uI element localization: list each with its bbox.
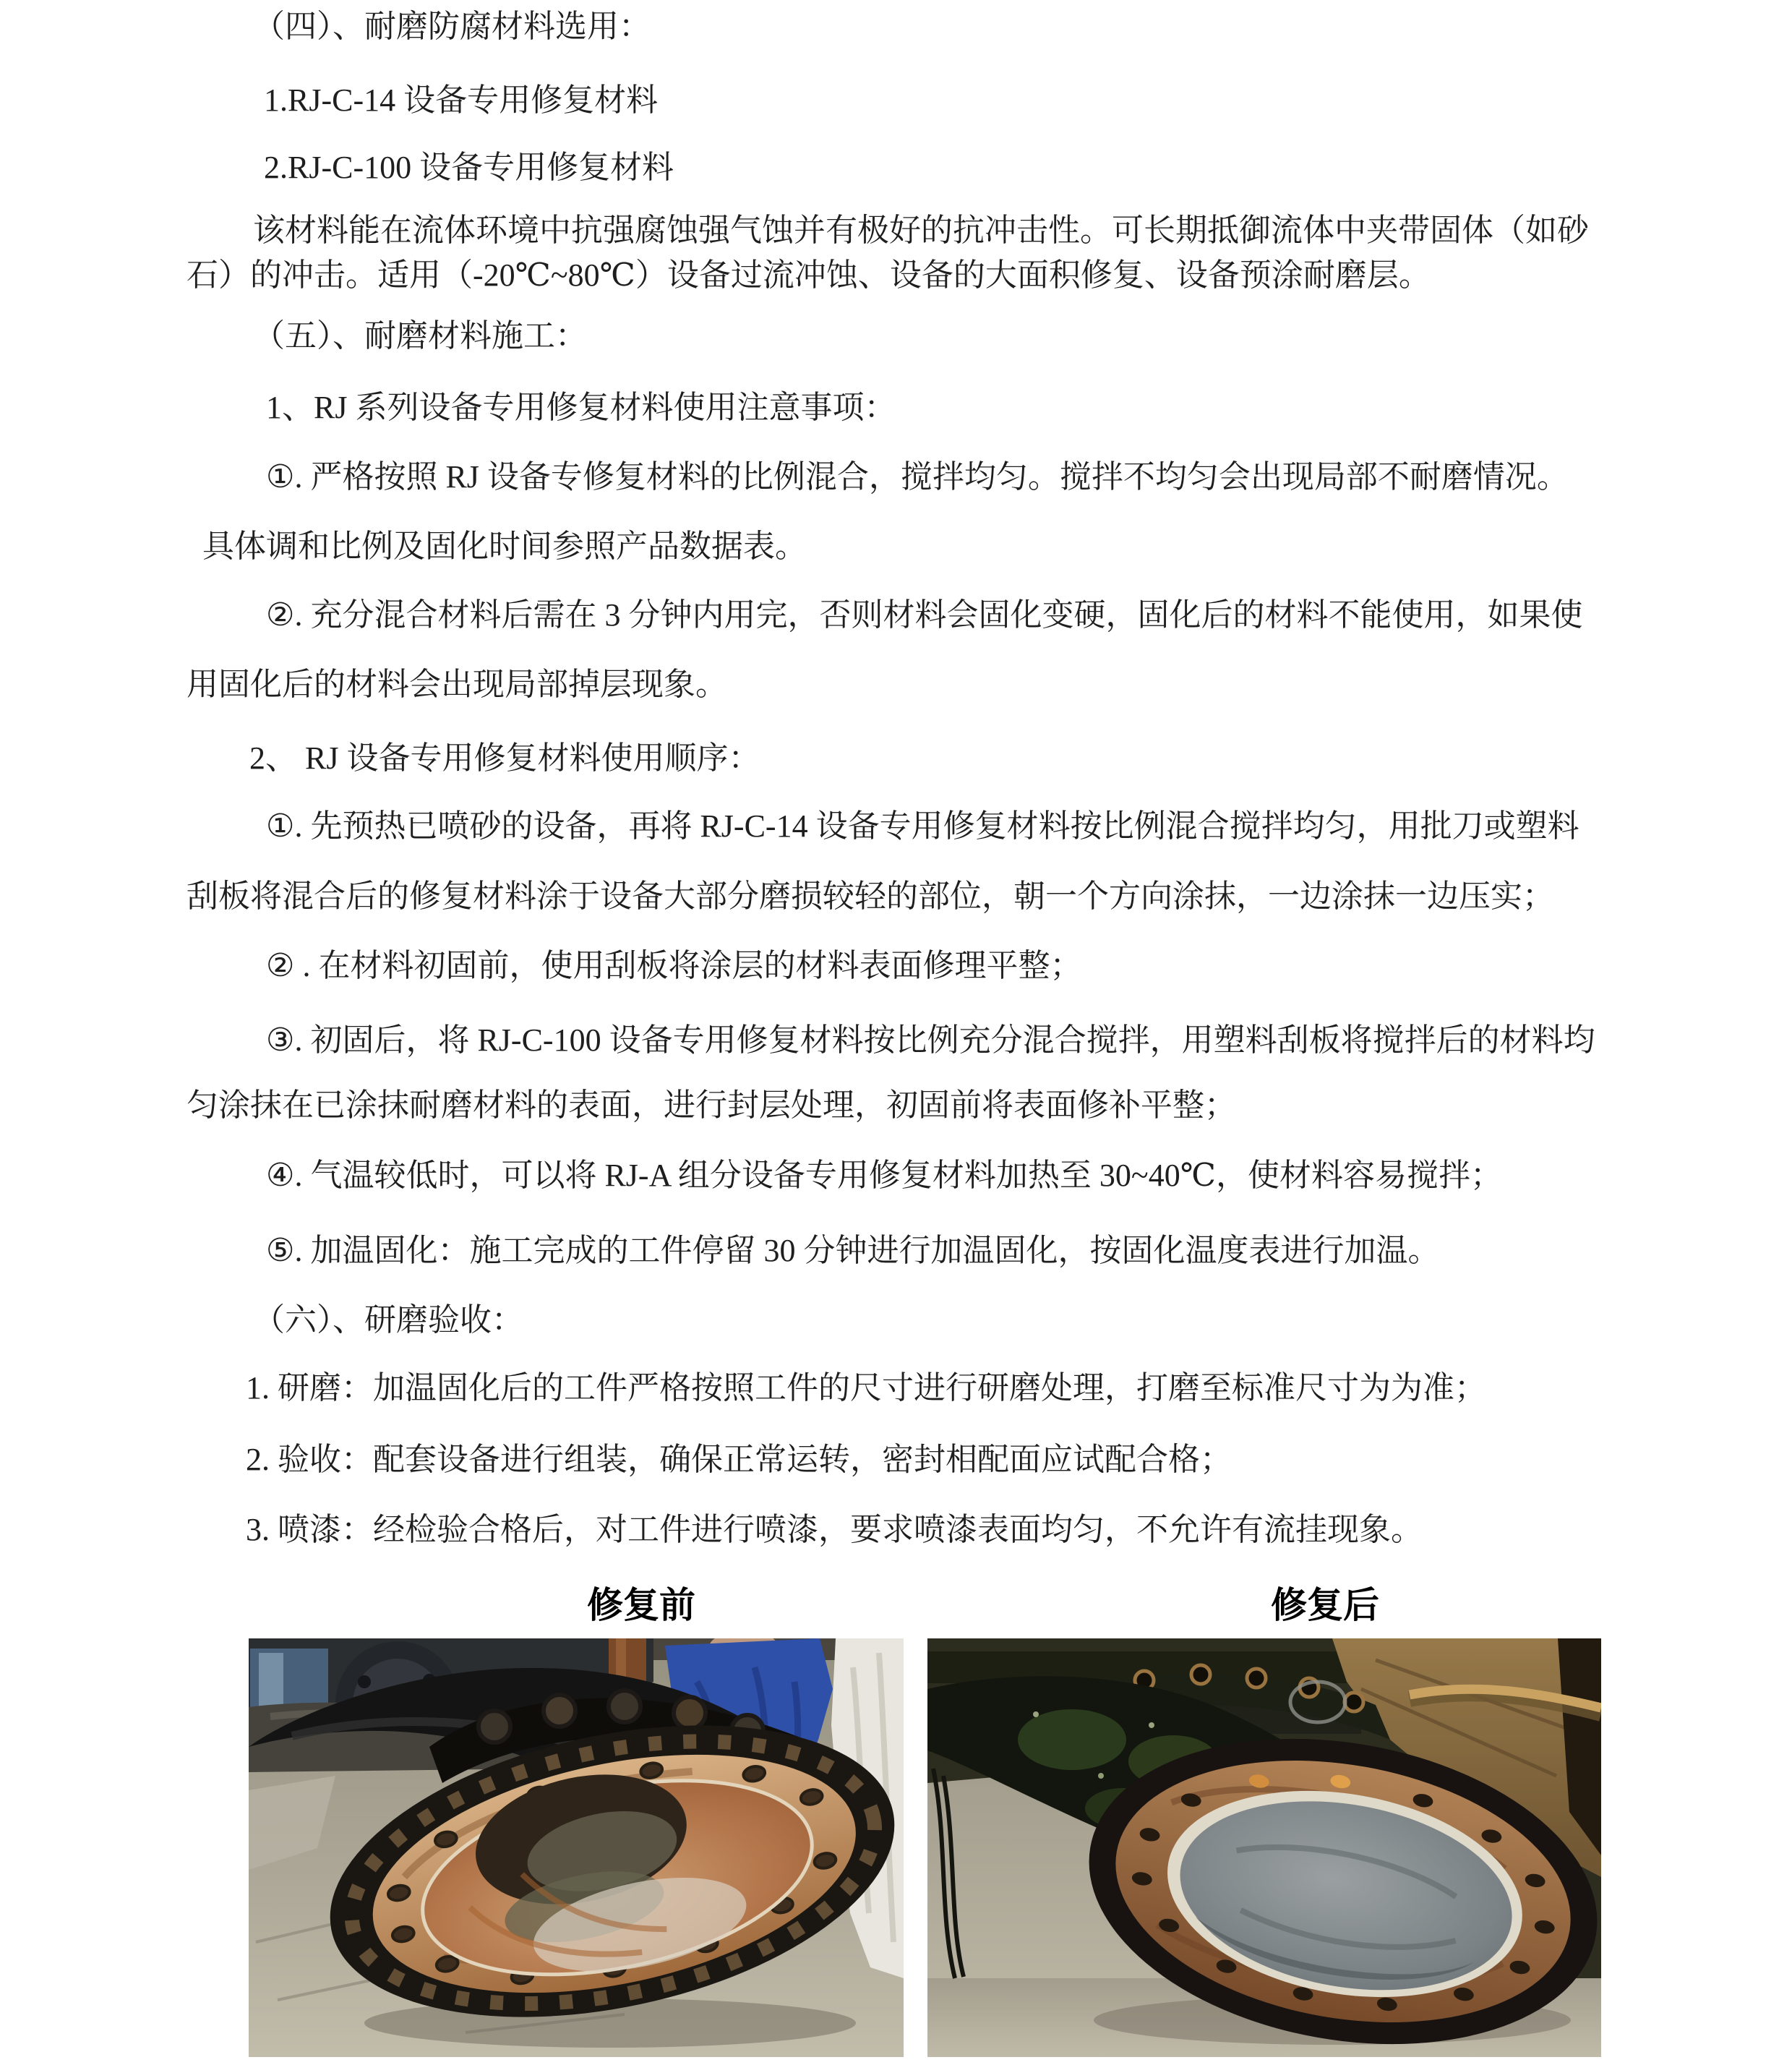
heading-section5: （五）、耐磨材料施工： bbox=[253, 318, 587, 354]
sequence-heading: 2、 RJ 设备专用修复材料使用顺序： bbox=[249, 740, 760, 776]
note1-line1: ①. 严格按照 RJ 设备专修复材料的比例混合，搅拌均匀。搅拌不均匀会出现局部不耐磨情况。 bbox=[266, 459, 1569, 495]
step2: ② . 在材料初固前，使用刮板将涂层的材料表面修理平整； bbox=[266, 948, 1082, 983]
photo-after-repair bbox=[927, 1638, 1601, 2057]
caption-after-repair: 修复后 bbox=[1271, 1585, 1379, 1625]
note2-line2: 用固化后的材料会出现局部掉层现象。 bbox=[187, 667, 727, 702]
photo-after-illustration bbox=[927, 1638, 1601, 2057]
moss-patch-1 bbox=[1018, 1709, 1126, 1770]
notes-heading: 1、RJ 系列设备专用修复材料使用注意事项： bbox=[266, 390, 896, 425]
step1-line2: 刮板将混合后的修复材料涂于设备大部分磨损较轻的部位，朝一个方向涂抹，一边涂抹一边压实； bbox=[187, 878, 1554, 914]
step3-line2: 匀涂抹在已涂抹耐磨材料的表面，进行封层处理，初固前将表面修补平整； bbox=[187, 1087, 1236, 1123]
step4: ④. 气温较低时，可以将 RJ-A 组分设备专用修复材料加热至 30~40℃，使材料容易搅拌； bbox=[266, 1158, 1502, 1193]
accept-paint: 3. 喷漆：经检验合格后，对工件进行喷漆，要求喷漆表面均匀，不允许有流挂现象。 bbox=[246, 1512, 1423, 1547]
item-rjc100: 2.RJ-C-100 设备专用修复材料 bbox=[264, 150, 674, 185]
para-material-line2: 石）的冲击。适用（-20℃~80℃）设备过流冲蚀、设备的大面积修复、设备预涂耐磨层。 bbox=[187, 257, 1431, 293]
step5: ⑤. 加温固化：施工完成的工件停留 30 分钟进行加温固化，按固化温度表进行加温。 bbox=[266, 1233, 1440, 1268]
photo-before-illustration bbox=[249, 1638, 904, 2057]
note2-line1: ②. 充分混合材料后需在 3 分钟内用完，否则材料会固化变硬，固化后的材料不能使用，如果使 bbox=[266, 597, 1583, 633]
note1-line2: 具体调和比例及固化时间参照产品数据表。 bbox=[202, 529, 807, 564]
item-rjc14: 1.RJ-C-14 设备专用修复材料 bbox=[264, 82, 659, 118]
photo-before-repair bbox=[249, 1638, 904, 2057]
accept-check: 2. 验收：配套设备进行组装，确保正常运转，密封相配面应试配合格； bbox=[246, 1442, 1232, 1477]
heading-section4: （四）、耐磨防腐材料选用： bbox=[253, 9, 651, 44]
accept-grind: 1. 研磨：加温固化后的工件严格按照工件的尺寸进行研磨处理，打磨至标准尺寸为为准； bbox=[246, 1370, 1486, 1406]
caption-before-repair: 修复前 bbox=[587, 1585, 695, 1625]
step1-line1: ①. 先预热已喷砂的设备，再将 RJ-C-14 设备专用修复材料按比例混合搅拌均匀，用批刀或塑料 bbox=[266, 808, 1579, 844]
heading-section6: （六）、研磨验收： bbox=[253, 1302, 523, 1338]
step3-line1: ③. 初固后，将 RJ-C-100 设备专用修复材料按比例充分混合搅拌，用塑料刮板将搅拌后的材料均 bbox=[266, 1022, 1595, 1058]
para-material-line1: 该材料能在流体环境中抗强腐蚀强气蚀并有极好的抗冲击性。可长期抵御流体中夹带固体（如砂 bbox=[253, 213, 1589, 248]
